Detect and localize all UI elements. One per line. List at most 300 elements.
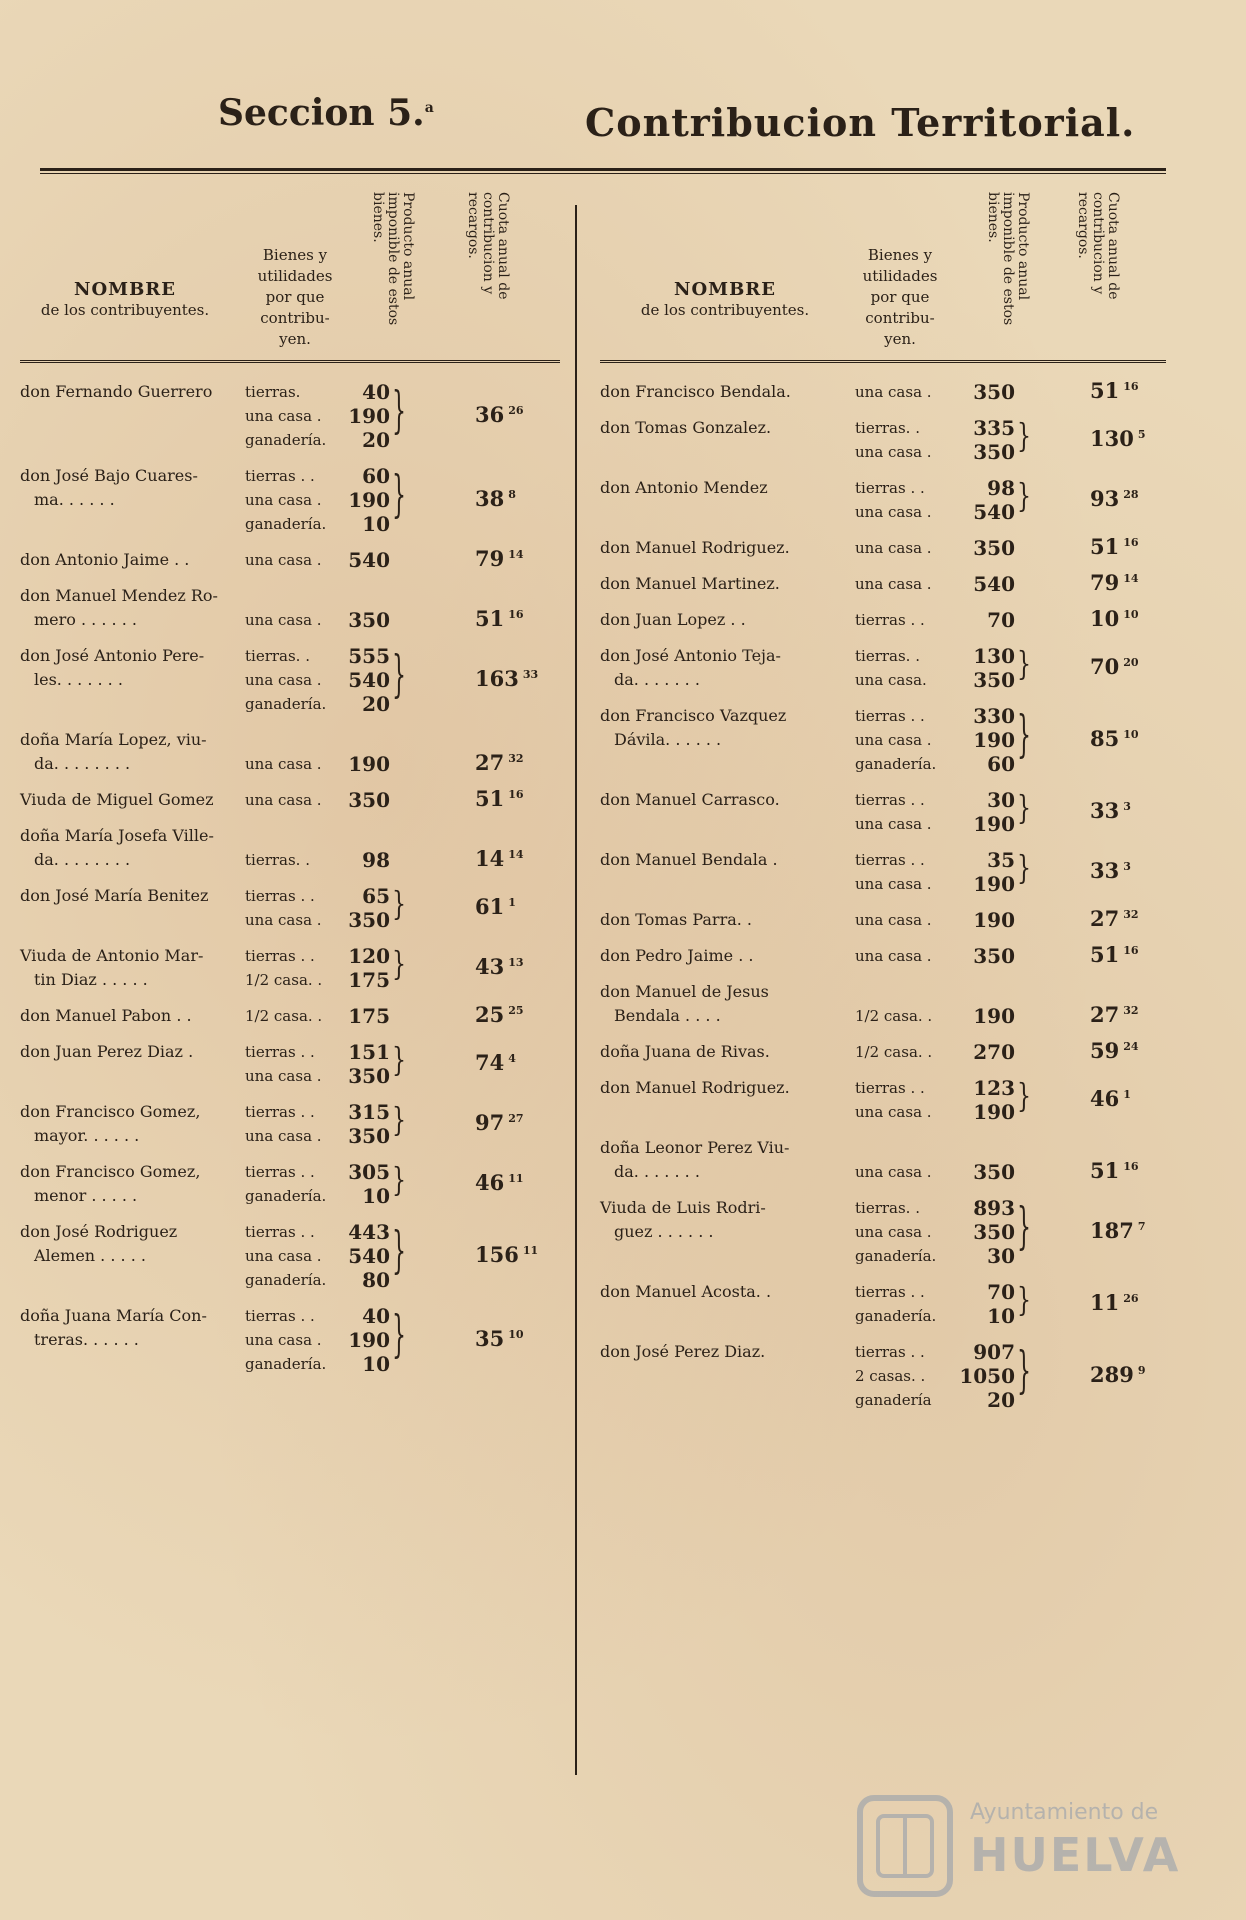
- contributor-name: [20, 788, 214, 812]
- bienes-list: [855, 536, 932, 560]
- bien-item: una casa .: [245, 1247, 322, 1265]
- cuota-value: [1090, 798, 1131, 823]
- table-row: [600, 1280, 1166, 1328]
- producto-value: 350: [348, 788, 390, 812]
- ayuntamiento-watermark: [850, 1790, 1180, 1900]
- watermark-line1: Ayuntamiento de: [970, 1800, 1159, 1825]
- producto-value: 893: [973, 1196, 1015, 1220]
- cuota-value: [475, 486, 516, 511]
- producto-value: 60: [987, 752, 1015, 776]
- name-line: don José Antonio Pere-: [20, 646, 205, 665]
- left-table: [20, 185, 560, 1376]
- bien-item: ganadería.: [245, 1271, 327, 1289]
- name-line: don Manuel Rodriguez.: [600, 538, 790, 557]
- bienes-list: [855, 380, 932, 404]
- bienes-list: [245, 788, 322, 812]
- cuota-fraction: 3: [1123, 860, 1131, 873]
- contributor-name: [600, 1040, 770, 1064]
- contributor-name: [20, 464, 198, 512]
- producto-values: [945, 848, 1015, 896]
- producto-value: 540: [348, 668, 390, 692]
- table-row: [600, 416, 1166, 464]
- cuota-fraction: 10: [1123, 608, 1139, 621]
- contributor-name: [600, 1280, 771, 1304]
- bien-item: una casa .: [245, 491, 322, 509]
- table-row: [20, 1160, 560, 1208]
- producto-value: 190: [973, 1004, 1015, 1028]
- bien-item: una casa .: [245, 755, 322, 773]
- producto-value: 30: [987, 1244, 1015, 1268]
- bien-item: una casa .: [245, 551, 322, 569]
- table-row: [20, 464, 560, 536]
- bienes-list: [245, 884, 322, 932]
- producto-value: 65: [362, 884, 390, 908]
- cuota-value: [475, 1170, 524, 1195]
- contributor-name: [600, 476, 768, 500]
- producto-values: [320, 464, 390, 536]
- producto-values: [320, 884, 390, 932]
- producto-values: [945, 704, 1015, 776]
- bienes-list: [855, 608, 925, 632]
- bien-item: tierras . .: [245, 1043, 315, 1061]
- bien-item: una casa .: [855, 911, 932, 929]
- bien-item: tierras . .: [855, 1079, 925, 1097]
- bien-item: una casa .: [855, 1223, 932, 1241]
- name-line: ma. . . . . .: [34, 490, 115, 509]
- name-line: don Juan Lopez . .: [600, 610, 746, 629]
- cuota-fraction: 7: [1137, 1220, 1146, 1233]
- bienes-list: [855, 944, 932, 968]
- name-line: doña Juana María Con-: [20, 1306, 207, 1325]
- bienes-list: [855, 1160, 932, 1184]
- bien-item: 1/2 casa. .: [245, 971, 323, 989]
- name-line: don José Antonio Teja-: [600, 646, 781, 665]
- bien-item: ganadería: [855, 1391, 932, 1409]
- producto-value: 35: [987, 848, 1015, 872]
- table-row: [600, 1076, 1166, 1124]
- cuota-fraction: 20: [1123, 656, 1139, 669]
- bienes-list: [245, 608, 322, 632]
- cuota-amount: 97: [475, 1110, 505, 1135]
- brace-icon: }: [1017, 417, 1031, 456]
- cuota-amount: 79: [475, 546, 505, 571]
- cuota-value: [475, 1242, 538, 1267]
- table-row: [20, 884, 560, 932]
- coat-of-arms-icon: [850, 1790, 960, 1900]
- contributor-name: [600, 1136, 789, 1184]
- contributor-name: [20, 1004, 192, 1028]
- producto-value: 330: [973, 704, 1015, 728]
- cuota-amount: 27: [1090, 1002, 1120, 1027]
- cuota-value: [1090, 1002, 1139, 1027]
- contributor-name: [600, 380, 791, 404]
- contributor-name: [600, 980, 769, 1028]
- producto-values: [945, 476, 1015, 524]
- producto-value: 10: [987, 1304, 1015, 1328]
- name-column-header: NOMBRE de los contribuyentes.: [40, 279, 210, 319]
- cuota-fraction: 16: [1123, 944, 1139, 957]
- bienes-list: [245, 1100, 322, 1148]
- cuota-amount: 46: [1090, 1086, 1120, 1111]
- table-row: [600, 704, 1166, 776]
- producto-values: [945, 1040, 1015, 1064]
- producto-value: 443: [348, 1220, 390, 1244]
- bien-item: tierras. .: [245, 851, 310, 869]
- cuota-fraction: 14: [508, 548, 524, 561]
- cuota-value: [475, 846, 524, 871]
- cuota-fraction: 27: [508, 1112, 524, 1125]
- cuota-amount: 51: [475, 786, 505, 811]
- cuota-value: [475, 954, 524, 979]
- producto-value: 20: [362, 428, 390, 452]
- name-line: don Manuel Rodriguez.: [600, 1078, 790, 1097]
- watermark-line2: HUELVA: [970, 1828, 1181, 1882]
- producto-value: 190: [973, 1100, 1015, 1124]
- cuota-fraction: 3: [1123, 800, 1131, 813]
- table-row: [20, 584, 560, 632]
- name-line: doña Juana de Rivas.: [600, 1042, 770, 1061]
- cuota-value: [1090, 378, 1139, 403]
- cuota-amount: 46: [475, 1170, 505, 1195]
- producto-value: 190: [348, 752, 390, 776]
- producto-value: 130: [973, 644, 1015, 668]
- brace-icon: }: [392, 1224, 406, 1281]
- right-table: [600, 185, 1166, 1412]
- producto-value: 98: [987, 476, 1015, 500]
- bien-item: tierras. .: [855, 1199, 920, 1217]
- producto-values: [945, 788, 1015, 836]
- name-line: doña María Josefa Ville-: [20, 826, 214, 845]
- brace-icon: }: [1017, 789, 1031, 828]
- cuota-value: [1090, 906, 1139, 931]
- producto-values: [945, 908, 1015, 932]
- cuota-amount: 36: [475, 402, 505, 427]
- bienes-list: [855, 848, 932, 896]
- table-row: [600, 944, 1166, 968]
- producto-values: [320, 848, 390, 872]
- name-line: da. . . . . . .: [614, 670, 700, 689]
- bienes-column-header: Bienes y utilidades por que contribu- yen.: [257, 246, 333, 348]
- producto-value: 20: [362, 692, 390, 716]
- cuota-fraction: 16: [1123, 380, 1139, 393]
- producto-value: 350: [348, 1064, 390, 1088]
- bien-item: una casa .: [855, 731, 932, 749]
- brace-icon: }: [392, 468, 406, 525]
- cuota-fraction: 13: [508, 956, 524, 969]
- cuota-value: [475, 402, 524, 427]
- contributor-name: [600, 1340, 765, 1364]
- bien-item: ganadería.: [855, 1307, 937, 1325]
- cuota-amount: 85: [1090, 726, 1120, 751]
- bien-item: una casa .: [855, 947, 932, 965]
- table-row: [600, 980, 1166, 1028]
- table-row: [600, 788, 1166, 836]
- cuota-fraction: 32: [508, 752, 524, 765]
- bien-item: 1/2 casa. .: [855, 1043, 933, 1061]
- brace-icon: }: [392, 648, 406, 705]
- cuota-fraction: 26: [1123, 1292, 1139, 1305]
- cuota-amount: 38: [475, 486, 505, 511]
- bienes-list: [855, 476, 932, 524]
- cuota-amount: 10: [1090, 606, 1120, 631]
- table-row: [20, 380, 560, 452]
- producto-value: 540: [348, 1244, 390, 1268]
- table-row: [600, 380, 1166, 404]
- producto-value: 10: [362, 1352, 390, 1376]
- cuota-value: [475, 546, 524, 571]
- producto-value: 123: [973, 1076, 1015, 1100]
- bienes-list: [855, 1076, 932, 1124]
- brace-icon: }: [1017, 477, 1031, 516]
- bien-item: tierras . .: [855, 1343, 925, 1361]
- bien-item: ganadería.: [245, 695, 327, 713]
- brace-icon: }: [1017, 1344, 1031, 1401]
- bien-item: una casa .: [245, 791, 322, 809]
- producto-values: [320, 788, 390, 812]
- cuota-value: [1090, 426, 1146, 451]
- producto-values: [945, 416, 1015, 464]
- producto-value: 190: [348, 488, 390, 512]
- producto-value: 10: [362, 512, 390, 536]
- bienes-list: [245, 1004, 322, 1028]
- contributor-name: [20, 1040, 193, 1064]
- cuota-amount: 51: [1090, 378, 1120, 403]
- contributor-name: [20, 1220, 177, 1268]
- bien-item: una casa .: [855, 1103, 932, 1121]
- bienes-list: [245, 1160, 326, 1208]
- producto-value: 305: [348, 1160, 390, 1184]
- contributor-name: [20, 644, 204, 692]
- name-line: Viuda de Miguel Gomez: [20, 790, 214, 809]
- name-line: da. . . . . . . .: [34, 850, 131, 869]
- contributor-name: [20, 1100, 200, 1148]
- bien-item: tierras . .: [245, 1163, 315, 1181]
- cuota-amount: 74: [475, 1050, 505, 1075]
- contributor-name: [600, 848, 778, 872]
- contributor-name: [600, 644, 781, 692]
- cuota-fraction: 11: [508, 1172, 524, 1185]
- cuota-amount: 51: [1090, 534, 1120, 559]
- producto-value: 540: [973, 572, 1015, 596]
- cuota-amount: 51: [475, 606, 505, 631]
- bien-item: tierras . .: [245, 467, 315, 485]
- producto-value: 70: [987, 608, 1015, 632]
- name-line: don José Rodriguez: [20, 1222, 178, 1241]
- cuota-fraction: 4: [508, 1052, 516, 1065]
- name-line: don Manuel Mendez Ro-: [20, 586, 218, 605]
- cuota-amount: 79: [1090, 570, 1120, 595]
- name-line: Dávila. . . . . .: [614, 730, 722, 749]
- contributor-name: [20, 584, 218, 632]
- table-row: [20, 788, 560, 812]
- contributor-name: [20, 548, 189, 572]
- bien-item: ganadería.: [245, 431, 327, 449]
- producto-value: 350: [973, 440, 1015, 464]
- bienes-list: [245, 548, 322, 572]
- producto-value: 40: [362, 1304, 390, 1328]
- name-line: don Manuel Pabon . .: [20, 1006, 192, 1025]
- producto-values: [945, 572, 1015, 596]
- brace-icon: }: [392, 945, 406, 984]
- producto-value: 190: [973, 872, 1015, 896]
- bien-item: ganadería.: [245, 1187, 327, 1205]
- cuota-value: [1090, 726, 1139, 751]
- cuota-fraction: 1: [508, 896, 516, 909]
- cuota-fraction: 8: [508, 488, 516, 501]
- name-line: don Francisco Gomez,: [20, 1102, 201, 1121]
- bien-item: tierras . .: [245, 1307, 315, 1325]
- bien-item: una casa .: [855, 383, 932, 401]
- cuota-amount: 11: [1090, 1290, 1120, 1315]
- table-row: [20, 824, 560, 872]
- cuota-value: [1090, 1362, 1146, 1387]
- producto-values: [945, 536, 1015, 560]
- name-line: don Manuel Carrasco.: [600, 790, 780, 809]
- table-row: [20, 1304, 560, 1376]
- producto-value: 350: [973, 944, 1015, 968]
- name-line: don Juan Perez Diaz .: [20, 1042, 194, 1061]
- name-line: don Antonio Mendez: [600, 478, 768, 497]
- section-label: Seccion 5.$^a$: [218, 92, 434, 134]
- cuota-fraction: 16: [508, 608, 524, 621]
- producto-value: 350: [973, 1160, 1015, 1184]
- name-line: tin Diaz . . . . .: [34, 970, 148, 989]
- producto-column-header: Producto anual imponible de estos bienes.: [370, 192, 416, 326]
- cuota-value: [1090, 486, 1139, 511]
- bien-item: tierras . .: [855, 479, 925, 497]
- name-line: don Antonio Jaime . .: [20, 550, 190, 569]
- cuota-fraction: 14: [508, 848, 524, 861]
- table-row: [600, 848, 1166, 896]
- cuota-fraction: 16: [1123, 536, 1139, 549]
- producto-values: [320, 944, 390, 992]
- bien-item: ganadería.: [245, 515, 327, 533]
- bienes-list: [855, 1040, 932, 1064]
- cuota-amount: 163: [475, 666, 519, 691]
- producto-value: 98: [362, 848, 390, 872]
- bienes-list: [855, 704, 936, 776]
- producto-value: 190: [348, 1328, 390, 1352]
- bien-item: tierras . .: [855, 851, 925, 869]
- producto-value: 335: [973, 416, 1015, 440]
- cuota-fraction: 26: [508, 404, 524, 417]
- contributor-name: [20, 944, 203, 992]
- producto-value: 350: [973, 536, 1015, 560]
- cuota-value: [1090, 1038, 1139, 1063]
- header-rule: [40, 168, 1166, 171]
- bien-item: una casa .: [855, 503, 932, 521]
- producto-values: [320, 1160, 390, 1208]
- producto-values: [945, 644, 1015, 692]
- contributor-name: [600, 572, 780, 596]
- cuota-fraction: 5: [1137, 428, 1146, 441]
- table-row: [600, 536, 1166, 560]
- cuota-column-header: Cuota anual de contribucion y recargos.: [1075, 192, 1121, 300]
- cuota-amount: 33: [1090, 858, 1120, 883]
- bien-item: tierras. .: [855, 647, 920, 665]
- cuota-fraction: 28: [1123, 488, 1139, 501]
- contributor-name: [600, 536, 790, 560]
- cuota-fraction: 25: [508, 1004, 524, 1017]
- bienes-list: [245, 1040, 322, 1088]
- cuota-amount: 93: [1090, 486, 1120, 511]
- contributor-name: [20, 1160, 200, 1208]
- producto-values: [320, 548, 390, 572]
- producto-value: 350: [348, 908, 390, 932]
- cuota-fraction: 14: [1123, 572, 1139, 585]
- producto-value: 151: [348, 1040, 390, 1064]
- cuota-fraction: 11: [522, 1244, 539, 1257]
- table-row: [20, 1040, 560, 1088]
- name-line: don Manuel Bendala .: [600, 850, 778, 869]
- table-row: [20, 944, 560, 992]
- cuota-amount: 25: [475, 1002, 505, 1027]
- bien-item: tierras. .: [245, 647, 310, 665]
- cuota-value: [1090, 1218, 1146, 1243]
- bien-item: tierras. .: [855, 419, 920, 437]
- table-row: [600, 572, 1166, 596]
- producto-value: 350: [348, 1124, 390, 1148]
- producto-value: 190: [348, 404, 390, 428]
- cuota-fraction: 10: [508, 1328, 524, 1341]
- producto-values: [320, 1220, 390, 1292]
- name-line: don Manuel Martinez.: [600, 574, 780, 593]
- bien-item: una casa .: [855, 575, 932, 593]
- name-line: Viuda de Luis Rodri-: [600, 1198, 766, 1217]
- producto-value: 350: [973, 380, 1015, 404]
- bien-item: una casa.: [855, 671, 927, 689]
- bien-item: tierras.: [245, 383, 301, 401]
- contributor-name: [20, 884, 208, 908]
- bienes-list: [855, 1004, 932, 1028]
- column-separator: [575, 205, 577, 1775]
- bienes-list: [855, 1340, 932, 1412]
- cuota-value: [475, 1050, 516, 1075]
- brace-icon: }: [1017, 1077, 1031, 1116]
- bien-item: una casa .: [245, 1067, 322, 1085]
- cuota-fraction: 1: [1123, 1088, 1131, 1101]
- table-row: [600, 476, 1166, 524]
- cuota-amount: 289: [1090, 1362, 1134, 1387]
- bienes-list: [245, 380, 326, 452]
- cuota-fraction: 10: [1123, 728, 1139, 741]
- bien-item: tierras . .: [855, 791, 925, 809]
- name-line: don Francisco Vazquez: [600, 706, 787, 725]
- bien-item: una casa .: [855, 539, 932, 557]
- brace-icon: }: [392, 384, 406, 441]
- producto-value: 1050: [959, 1364, 1015, 1388]
- producto-value: 30: [987, 788, 1015, 812]
- name-line: da. . . . . . .: [614, 1162, 700, 1181]
- cuota-amount: 59: [1090, 1038, 1120, 1063]
- bien-item: 1/2 casa. .: [245, 1007, 323, 1025]
- producto-value: 70: [987, 1280, 1015, 1304]
- bien-item: 2 casas. .: [855, 1367, 926, 1385]
- brace-icon: }: [392, 885, 406, 924]
- bien-item: 1/2 casa. .: [855, 1007, 933, 1025]
- name-line: don José María Benitez: [20, 886, 209, 905]
- cuota-value: [1090, 1158, 1139, 1183]
- producto-value: 315: [348, 1100, 390, 1124]
- cuota-amount: 156: [475, 1242, 519, 1267]
- bien-item: una casa .: [855, 815, 932, 833]
- cuota-amount: 51: [1090, 942, 1120, 967]
- cuota-amount: 70: [1090, 654, 1120, 679]
- producto-values: [320, 380, 390, 452]
- producto-values: [320, 644, 390, 716]
- bien-item: tierras . .: [855, 611, 925, 629]
- table-row: [600, 908, 1166, 932]
